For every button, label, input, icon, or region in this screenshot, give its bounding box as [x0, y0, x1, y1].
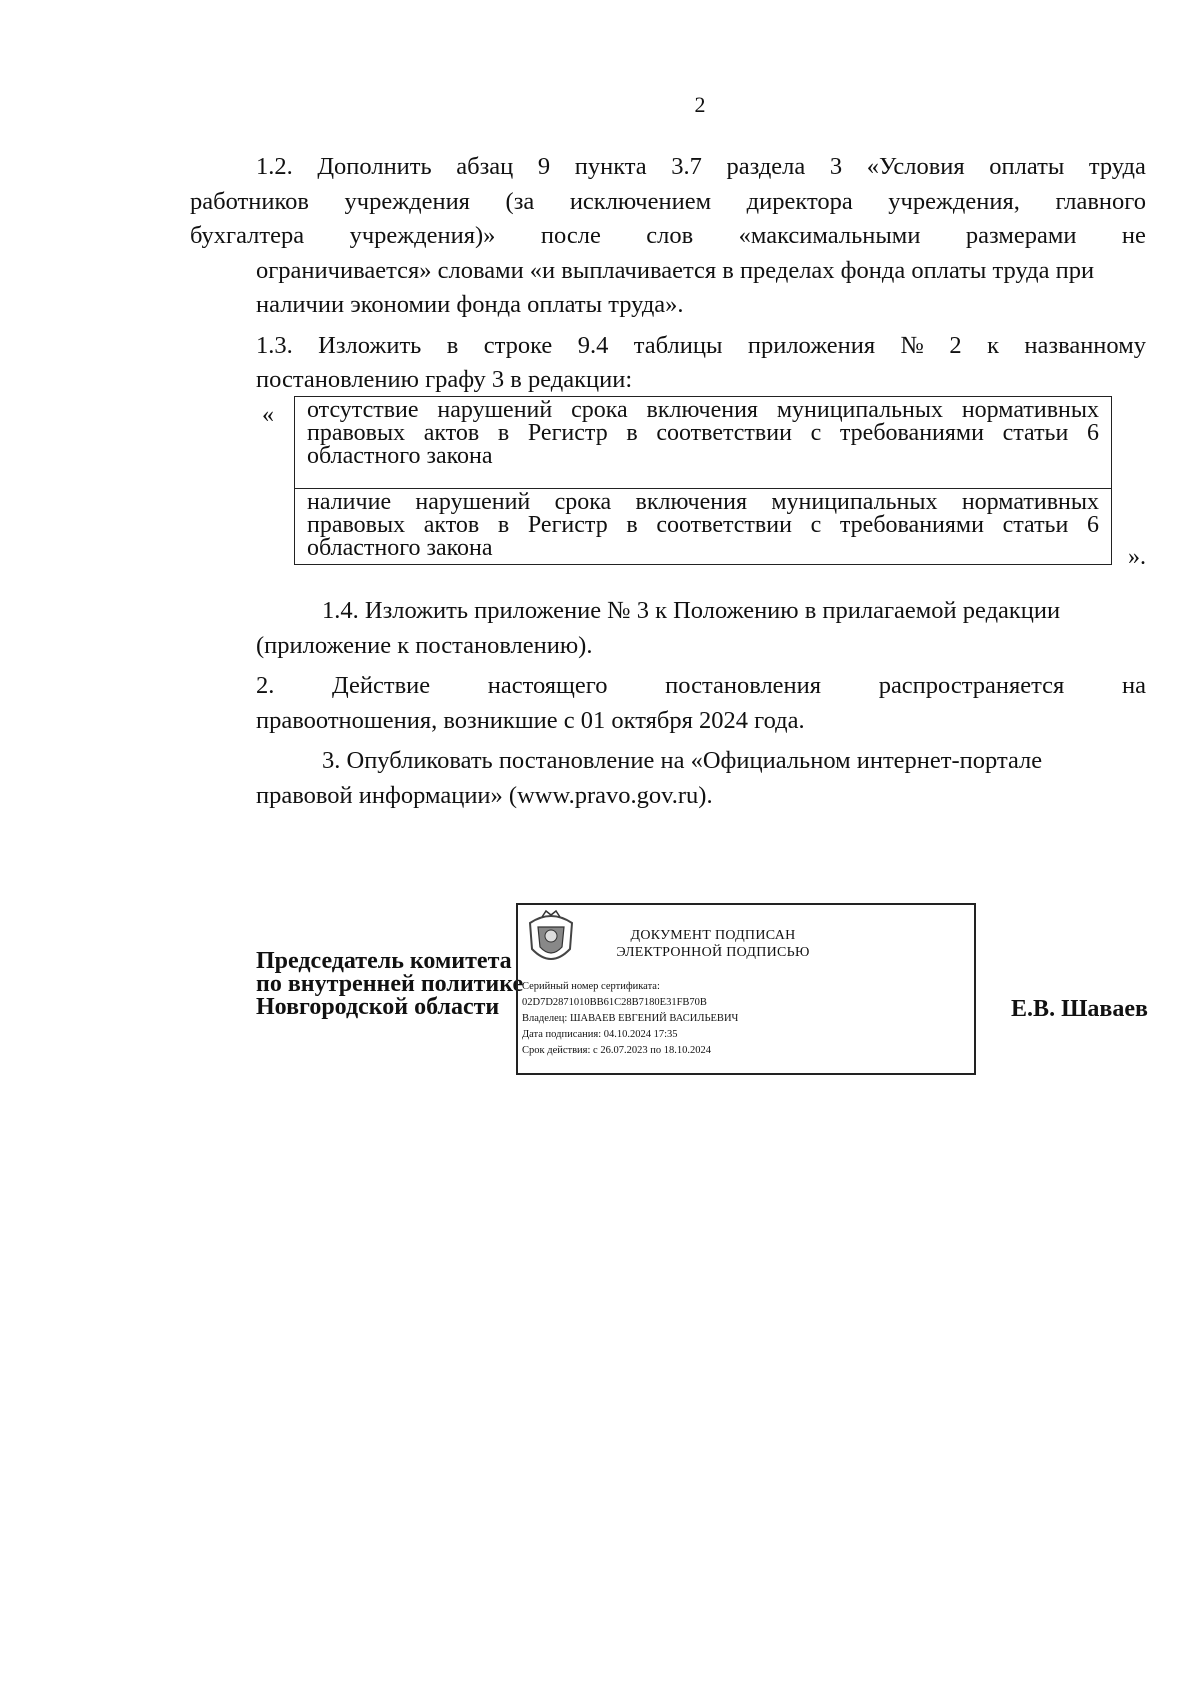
stamp-title — [588, 927, 838, 961]
text-line: правовой информации» (www.pravo.gov.ru). — [256, 781, 713, 809]
word: исключением — [569, 187, 712, 215]
paragraph-3 — [256, 744, 1146, 813]
coat-of-arms-icon — [524, 909, 578, 971]
paragraph-2 — [256, 669, 1146, 738]
word: 2 — [949, 331, 962, 359]
table-row-1: отсутствие нарушений срока включения муниципальных нормативных правовых актов в Регистр в соответствии с требованиями статьи 6 областного закона — [307, 397, 1099, 469]
amendment-table-block — [256, 396, 1146, 586]
spread-line — [256, 669, 1146, 704]
text-line: ограничивается» словами «и выплачивается в пределах фонда оплаты труда при — [256, 256, 1095, 284]
word: слов — [646, 222, 694, 249]
word: 3 — [829, 153, 843, 180]
word: 9 — [537, 153, 551, 180]
text-line: наличии экономии фонда оплаты труда». — [256, 291, 684, 318]
word: не — [1121, 222, 1146, 249]
table-row-2: наличие нарушений срока включения муниципальных нормативных правовых актов в Регистр в соответствии с требованиями статьи 6 областного закона — [295, 488, 1111, 564]
word: в — [446, 331, 459, 359]
word: главного — [1055, 187, 1146, 215]
word: Действие — [332, 672, 431, 699]
word: раздела — [726, 153, 806, 180]
text-line: постановлению графу 3 в редакции: — [256, 366, 633, 393]
document-body-continued — [256, 594, 1146, 819]
spread-line — [190, 185, 1146, 220]
word: 1.2. — [256, 153, 293, 180]
stamp-title-line: ЭЛЕКТРОННОЙ ПОДПИСЬЮ — [616, 945, 810, 960]
word: 1.3. — [256, 331, 293, 359]
position-line: по внутренней политике — [256, 971, 524, 997]
word: труда — [1088, 153, 1146, 180]
signatory-position — [256, 950, 523, 1019]
word: работников — [190, 187, 309, 215]
paragraph-1-2 — [190, 150, 1146, 323]
word: учреждения, — [888, 187, 1020, 215]
stamp-details — [522, 979, 738, 1059]
text-line: 3. Опубликовать постановление на «Официальном интернет-портале — [322, 747, 1043, 774]
stamp-title-line: ДОКУМЕНТ ПОДПИСАН — [630, 928, 796, 943]
word: оплаты — [989, 153, 1065, 180]
word: (за — [505, 187, 535, 215]
opening-quote: « — [262, 402, 274, 428]
word: названному — [1024, 331, 1146, 359]
word: Изложить — [318, 331, 422, 359]
word: директора — [746, 187, 853, 215]
word: 3.7 — [671, 153, 702, 180]
amendment-table — [294, 396, 1112, 565]
text-line: правоотношения, возникшие с 01 октября 2024 года. — [256, 706, 805, 734]
electronic-signature-stamp — [516, 903, 976, 1075]
text-line: (приложение к постановлению). — [256, 631, 593, 659]
word: Дополнить — [317, 153, 432, 180]
word: № — [900, 331, 924, 359]
word: постановления — [665, 672, 822, 699]
signatory-name: Е.В. Шаваев — [1011, 996, 1148, 1022]
word: 9.4 — [577, 331, 609, 359]
certificate-label: Серийный номер сертификата: — [522, 981, 660, 992]
text-line: 1.4. Изложить приложение № 3 к Положению в прилагаемой редакции — [322, 597, 1061, 624]
word: приложения — [747, 331, 876, 359]
paragraph-1-3 — [256, 329, 1146, 398]
word: «максимальными — [738, 222, 921, 249]
paragraph-1-4 — [256, 594, 1146, 663]
certificate-number: 02D7D2871010BB61C28B7180E31FB70B — [522, 997, 707, 1008]
document-body — [190, 150, 1146, 404]
word: после — [540, 222, 601, 249]
page-number: 2 — [694, 92, 706, 117]
position-line: Председатель комитета — [256, 948, 512, 974]
word: пункта — [574, 153, 647, 180]
certificate-validity: Срок действия: с 26.07.2023 по 18.10.2024 — [522, 1045, 711, 1056]
word: к — [987, 331, 999, 359]
word: абзац — [456, 153, 514, 180]
position-line: Новгородской области — [256, 994, 500, 1020]
word: таблицы — [633, 331, 723, 359]
word: размерами — [965, 222, 1077, 249]
signing-date: Дата подписания: 04.10.2024 17:35 — [522, 1029, 678, 1040]
spread-line — [190, 219, 1146, 254]
certificate-owner: Владелец: ШАВАЕВ ЕВГЕНИЙ ВАСИЛЬЕВИЧ — [522, 1013, 739, 1024]
word: учреждения — [344, 187, 470, 215]
word: строке — [483, 331, 553, 359]
word: распространяется — [878, 672, 1065, 699]
word: на — [1121, 672, 1146, 699]
spread-line — [256, 329, 1146, 364]
word: 2. — [256, 672, 275, 699]
closing-quote: ». — [1128, 544, 1146, 570]
word: учреждения)» — [349, 222, 496, 249]
word: настоящего — [487, 672, 608, 699]
spread-line — [256, 150, 1146, 185]
word: бухгалтера — [190, 222, 305, 249]
word: «Условия — [866, 153, 965, 180]
